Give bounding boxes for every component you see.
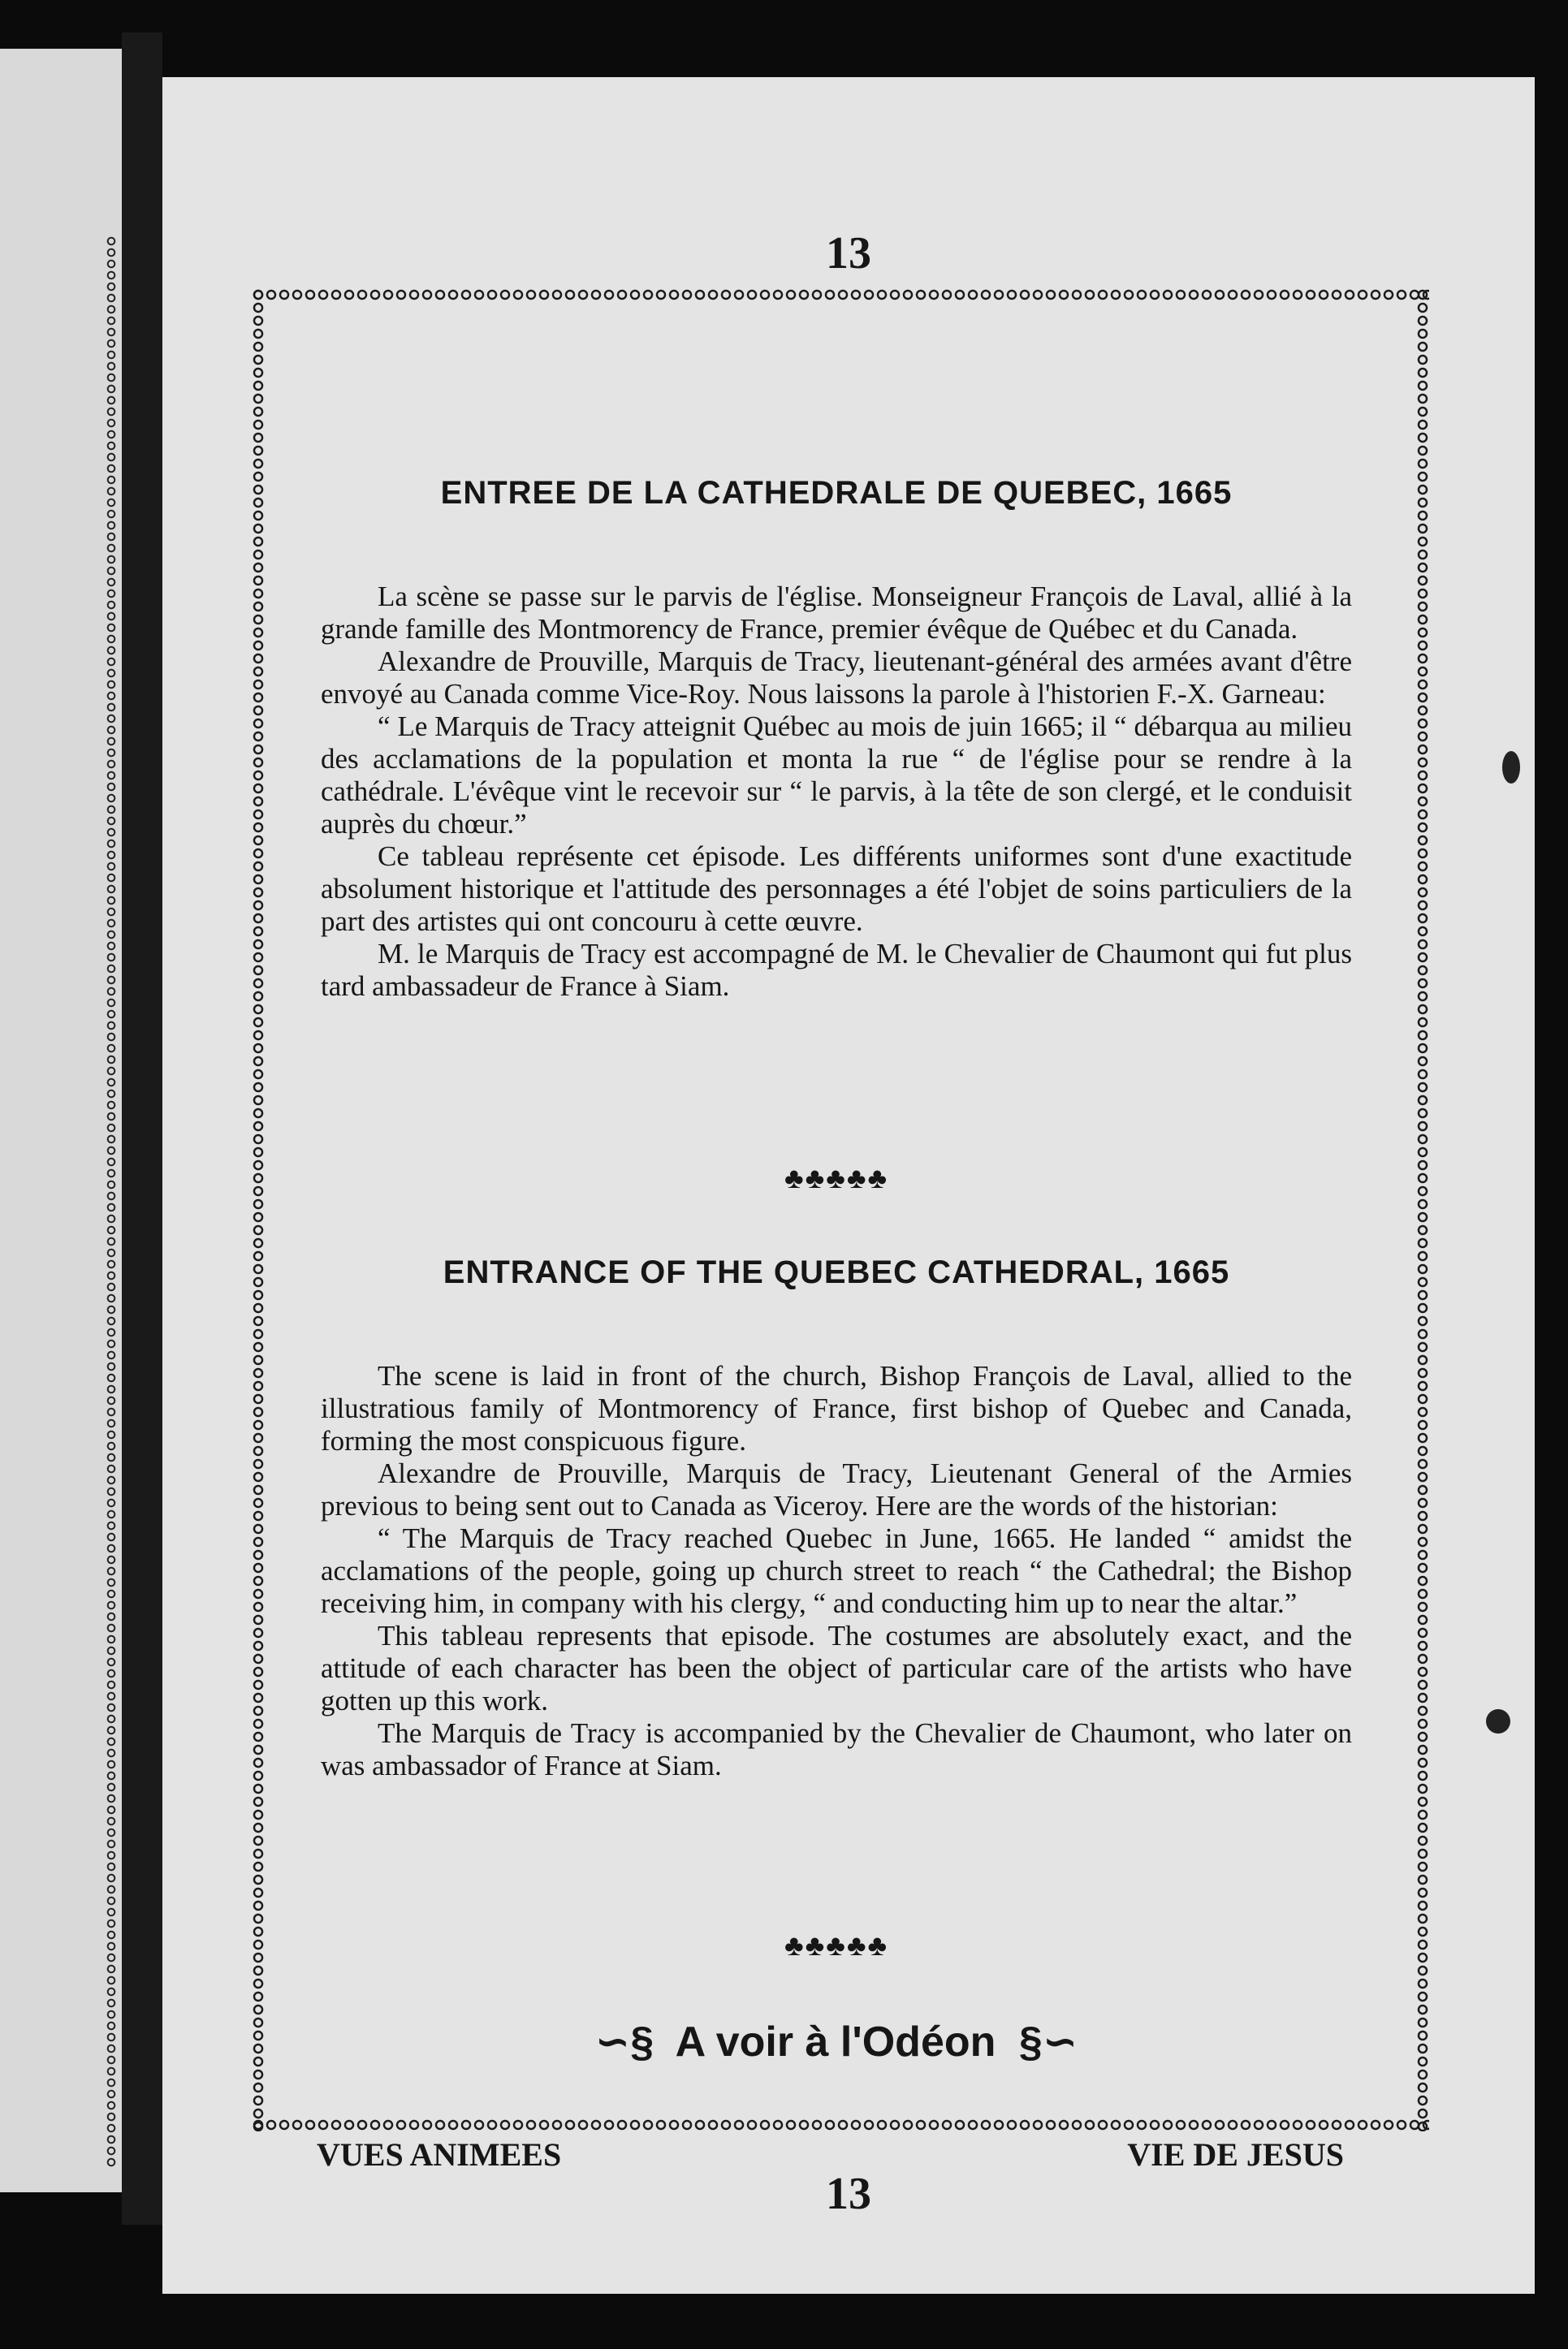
english-paragraph-1: The scene is laid in front of the church, Bishop François de Laval, allied to the illustratious family of Montmorency of France, first bishop of Quebec and Canada, forming the most conspicuous figure.: [321, 1360, 1352, 1457]
french-title: ENTREE DE LA CATHEDRALE DE QUEBEC, 1665: [440, 475, 1233, 511]
frame-border-bottom: [252, 2118, 1429, 2131]
french-paragraph-4: Ce tableau représente cet épisode. Les différents uniformes sont d'une exactitude absolument historique et l'attitude des personnages a été l'objet de soins particuliers de la part des artistes qui ont concouru à cette œuvre.: [321, 840, 1352, 937]
right-swirl-ornament: §∽: [1018, 2019, 1078, 2066]
french-quote: “ Le Marquis de Tracy atteignit Québec au mois de juin 1665; il “ débarqua au milieu des acclamations de la population et monta la rue “ de l'église pour se rendre à la cathédrale. L'évêque vint le recevoir sur “ le parvis, à la tête de son clergé, et le conduisit auprès du chœur.”: [321, 710, 1352, 840]
page-number-top: 13: [826, 228, 871, 279]
english-text: [321, 1360, 1352, 1782]
page-number-bottom: 13: [826, 2169, 871, 2219]
closing-ornament: ♣♣♣♣♣: [784, 1929, 889, 1962]
document-page: [162, 77, 1535, 2294]
footer-left-label: VUES ANIMEES: [317, 2136, 562, 2173]
facing-page-border-pattern: [106, 235, 117, 2168]
ink-speck: [1486, 1709, 1510, 1734]
english-quote: “ The Marquis de Tracy reached Quebec in June, 1665. He landed “ amidst the acclamations of the people, going up church street to reach “ the Cathedral; the Bishop receiving him, in company with his clergy, “ and conducting him up to near the altar.”: [321, 1522, 1352, 1619]
french-paragraph-5: M. le Marquis de Tracy est accompagné de M. le Chevalier de Chaumont qui fut plus tard ambassadeur de France à Siam.: [321, 938, 1352, 1002]
footer-right-label: VIE DE JESUS: [1127, 2136, 1344, 2173]
english-paragraph-5: The Marquis de Tracy is accompanied by the Chevalier de Chaumont, who later on was ambassador of France at Siam.: [321, 1717, 1352, 1781]
decorative-frame: [252, 288, 1429, 2173]
english-paragraph-2: Alexandre de Prouville, Marquis de Tracy, Lieutenant General of the Armies previous to being sent out to Canada as Viceroy. Here are the words of the historian:: [321, 1457, 1352, 1522]
frame-border-right: [1416, 288, 1429, 2131]
section-divider-ornament: ♣♣♣♣♣: [784, 1162, 889, 1194]
facing-page-edge: [0, 49, 122, 2192]
odeon-announcement: [321, 2018, 1352, 2066]
french-text: [321, 581, 1352, 1003]
frame-border-top: [252, 288, 1429, 301]
french-paragraph-1: La scène se passe sur le parvis de l'église. Monseigneur François de Laval, allié à la grande famille des Montmorency de France, premier évêque de Québec et du Canada.: [321, 581, 1352, 645]
left-swirl-ornament: ∽§: [594, 2019, 654, 2066]
ink-speck: [1502, 751, 1520, 784]
french-paragraph-2: Alexandre de Prouville, Marquis de Tracy, lieutenant-général des armées avant d'être envoyé au Canada comme Vice-Roy. Nous laissons la parole à l'historien F.-X. Garneau:: [321, 646, 1352, 710]
frame-border-left: [252, 288, 265, 2131]
book-spine: [122, 32, 162, 2225]
english-paragraph-4: This tableau represents that episode. The costumes are absolutely exact, and the attitude of each character has been the object of particular care of the artists who have gotten up this work.: [321, 1620, 1352, 1716]
english-title: ENTRANCE OF THE QUEBEC CATHEDRAL, 1665: [443, 1254, 1230, 1290]
announcement-text: A voir à l'Odéon: [675, 2019, 996, 2066]
